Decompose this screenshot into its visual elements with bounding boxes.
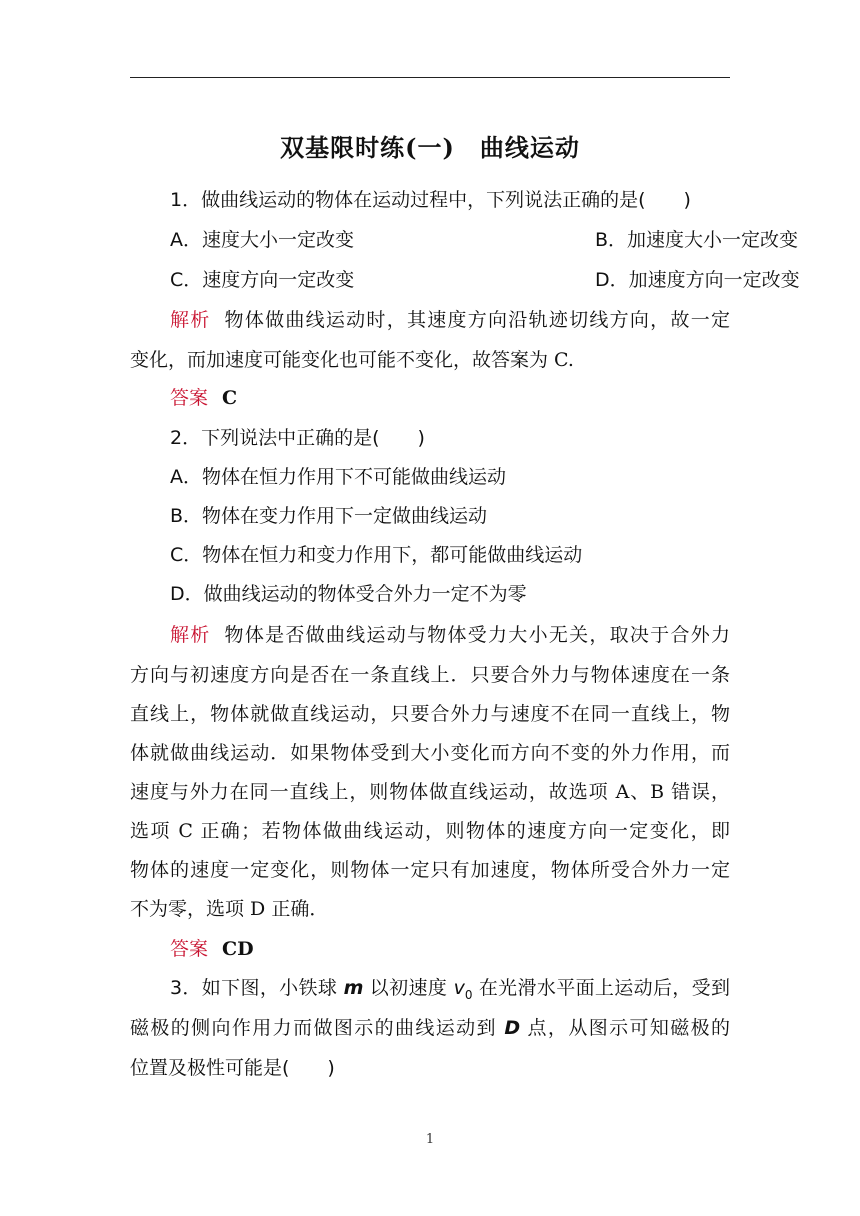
q2-option-d: D．做曲线运动的物体受合外力一定不为零 [170, 583, 527, 605]
q2-answer-label: 答案 [170, 938, 209, 960]
q3-text-2a: 磁极的侧向作用力而做图示的曲线运动到 [130, 1017, 505, 1039]
q2-analysis-text-3: 直线上，物体就做直线运动，只要合外力与速度不在同一直线上，物 [130, 703, 730, 725]
q3-text-2b: 点，从图示可知磁极的 [520, 1017, 731, 1039]
q2-analysis-text-8: 不为零，选项 D 正确． [130, 898, 329, 920]
q3-text-1b: 以初速度 [363, 977, 454, 999]
q1-options-row1 [130, 227, 799, 253]
q3-text-1a: 3．如下图，小铁球 [170, 977, 344, 999]
q1-answer: C [222, 387, 238, 409]
q2-analysis-text-6: 选项 C 正确；若物体做曲线运动，则物体的速度方向一定变化，即 [130, 820, 730, 842]
q2-analysis-line [130, 622, 730, 648]
q2-analysis-label: 解析 [170, 624, 211, 646]
q1-option-a: A．速度大小一定改变 [170, 229, 354, 251]
q2-analysis-text: 物体是否做曲线运动与物体受力大小无关，取决于合外力 [224, 624, 730, 646]
q2-answer: CD [222, 938, 254, 960]
q1-stem: 1．做曲线运动的物体在运动过程中，下列说法正确的是( ) [170, 189, 691, 211]
q2-answer-line [130, 936, 730, 962]
q1-option-b: B．加速度大小一定改变 [595, 229, 799, 251]
q2-analysis-text-7: 物体的速度一定变化，则物体一定只有加速度，物体所受合外力一定 [130, 859, 730, 881]
q1-option-c: C．速度方向一定改变 [170, 269, 355, 291]
header-rule [130, 77, 730, 78]
q3-text-1c: 在光滑水平面上运动后，受到 [472, 977, 730, 999]
q2-analysis-text-2: 方向与初速度方向是否在一条直线上．只要合外力与物体速度在一条 [130, 664, 730, 686]
q3-stem-line-2 [130, 1015, 730, 1041]
q3-velocity-subscript: 0 [464, 987, 473, 1002]
q1-analysis-text: 物体做曲线运动时，其速度方向沿轨迹切线方向，故一定 [224, 309, 730, 331]
q2-analysis-text-4: 体就做曲线运动．如果物体受到大小变化而方向不变的外力作用，而 [130, 742, 730, 764]
q2-analysis-text-5: 速度与外力在同一直线上，则物体做直线运动，故选项 A、B 错误， [130, 781, 730, 803]
q3-stem-line-1 [130, 975, 730, 1008]
q1-answer-label: 答案 [170, 387, 209, 409]
q1-analysis-label: 解析 [170, 309, 211, 331]
q1-options-row2 [130, 267, 800, 293]
q2-option-b: B．物体在变力作用下一定做曲线运动 [170, 505, 488, 527]
q1-analysis-text-2: 变化，而加速度可能变化也可能不变化，故答案为 C. [130, 349, 574, 371]
q2-stem: 2．下列说法中正确的是( ) [170, 427, 425, 449]
page-number: 1 [425, 1132, 435, 1147]
page-title: 双基限时练(一) 曲线运动 [280, 133, 580, 162]
q2-option-a: A．物体在恒力作用下不可能做曲线运动 [170, 466, 506, 488]
q3-point-d: D [504, 1017, 521, 1039]
q1-option-d: D．加速度方向一定改变 [595, 269, 800, 291]
q3-stem-line-3: 位置及极性可能是( ) [130, 1057, 335, 1079]
q1-answer-line [130, 385, 730, 411]
q3-velocity-symbol: v [453, 977, 465, 999]
q1-analysis-line [130, 307, 730, 333]
q2-option-c: C．物体在恒力和变力作用下，都可能做曲线运动 [170, 544, 583, 566]
q3-mass-symbol: m [343, 977, 364, 999]
